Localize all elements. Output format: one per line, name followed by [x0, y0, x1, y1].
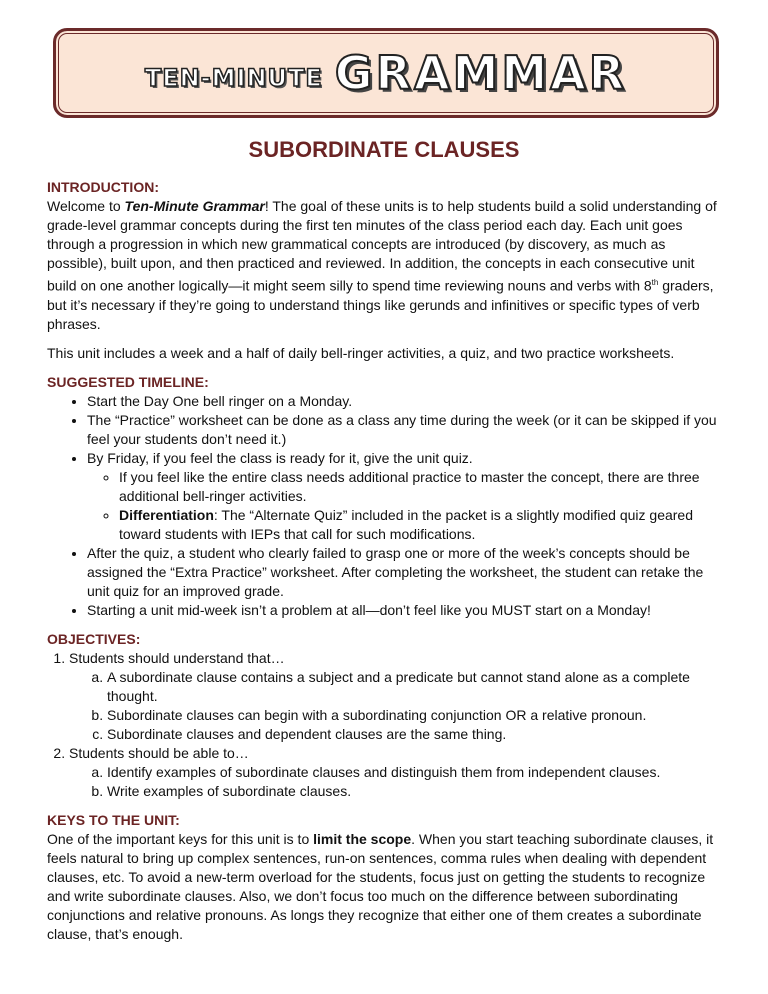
text: Welcome to: [47, 198, 125, 214]
superscript: th: [651, 278, 659, 287]
bold-text: Differentiation: [119, 506, 214, 523]
list-item: [69, 649, 727, 744]
list-item: • The “Practice” worksheet can be done as a class any time during the week (or it can be skipped if you feel your students don’t need it.): [87, 411, 727, 449]
list-item: • Start the Day One bell ringer on a Monday.: [87, 392, 727, 411]
list-item: c. Subordinate clauses and dependent clauses are the same thing.: [107, 725, 727, 744]
sub-list: [69, 668, 727, 744]
list-item: a. A subordinate clause contains a subject and a predicate but cannot stand alone as a complete thought.: [107, 668, 727, 706]
banner-big-text: GRAMMAR: [334, 45, 628, 100]
objectives-list: [47, 649, 727, 801]
intro-paragraph: [47, 197, 727, 334]
intro-paragraph-2: This unit includes a week and a half of daily bell-ringer activities, a quiz, and two practice worksheets.: [47, 344, 675, 361]
emphasis: Ten-Minute Grammar: [124, 198, 265, 214]
text: By Friday, if you feel the class is ready for it, give the unit quiz.: [87, 449, 473, 466]
sub-list: [69, 763, 727, 801]
timeline-list: [47, 392, 727, 620]
objectives-heading: OBJECTIVES:: [47, 630, 141, 647]
timeline-heading: SUGGESTED TIMELINE:: [47, 373, 209, 390]
keys-paragraph: [47, 830, 727, 944]
text: ! The goal of these units is to help students build a solid understanding of grade-level grammar concepts during the first ten minutes of the class period each day. Each unit goes through a progression in which new grammatical concepts are introduced (by discovery, as much as possible), built upon, and then practiced and reviewed. In addition, the concepts in each consecutive unit build on one another logically—it might seem silly to spend time reviewing nouns and verbs with 8: [47, 198, 717, 294]
text: : The “Alternate Quiz” included in the packet is a slightly modified quiz geared toward students with IEPs that call for such modifications.: [119, 506, 694, 542]
list-item: a. Identify examples of subordinate clauses and distinguish them from independent clauses.: [107, 763, 727, 782]
sub-list: [87, 468, 727, 544]
list-item: • After the quiz, a student who clearly failed to grasp one or more of the week’s concepts should be assigned the “Extra Practice” worksheet. After completing the worksheet, the student can retake the unit quiz for an improved grade.: [87, 544, 727, 601]
text: . When you start teaching subordinate clauses, it feels natural to bring up complex sentences, run-on sentences, comma rules when dealing with dependent clauses, etc. To avoid a new-term overload for the students, focus just on getting the students to recognize and write subordinate clauses. Also, we don’t focus too much on the difference between subordinating conjunctions and relative pronouns. As longs they recognize that either one of them creates a subordinate clause, that’s enough.: [47, 830, 714, 942]
intro-heading: INTRODUCTION:: [47, 179, 159, 195]
list-item: • Starting a unit mid-week isn’t a problem at all—don’t feel like you MUST start on a Monday!: [87, 601, 727, 620]
keys-heading: KEYS TO THE UNIT:: [47, 811, 180, 828]
text: One of the important keys for this unit is to: [47, 830, 314, 847]
list-item: b. Write examples of subordinate clauses.: [107, 782, 727, 801]
list-item: [87, 449, 727, 544]
list-item: [119, 506, 727, 544]
text: graders, but it’s necessary if they’re going to understand things like gerunds and infinitives or specific types of verb phrases.: [47, 277, 714, 332]
bold-text: limit the scope: [313, 830, 412, 847]
content: [47, 178, 727, 944]
list-item: b. Subordinate clauses can begin with a subordinating conjunction OR a relative pronoun.: [107, 706, 727, 725]
text: Students should be able to…: [69, 744, 249, 761]
text: Students should understand that…: [69, 649, 285, 666]
list-item: [69, 744, 727, 801]
banner-small-text: TEN-MINUTE: [144, 63, 323, 92]
list-item: ◦ If you feel like the entire class needs additional practice to master the concept, there are three additional bell-ringer activities.: [119, 468, 727, 506]
title-banner: [53, 28, 719, 118]
page-title: SUBORDINATE CLAUSES: [248, 137, 520, 162]
